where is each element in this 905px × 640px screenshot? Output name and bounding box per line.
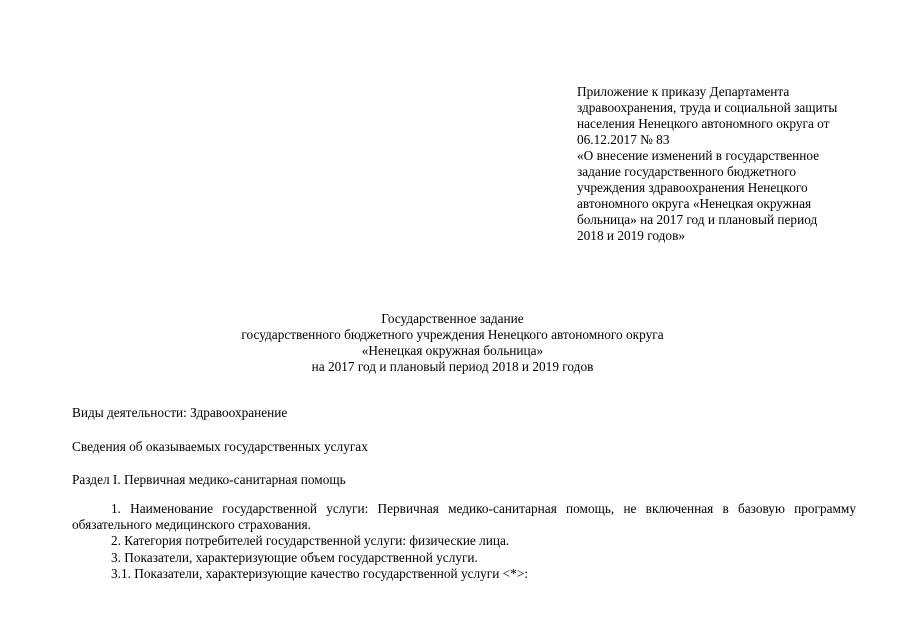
section-heading: Раздел I. Первичная медико-санитарная помощь	[72, 472, 346, 487]
appendix-line: 06.12.2017 № 83	[577, 132, 670, 147]
activities-line: Виды деятельности: Здравоохранение	[72, 405, 288, 420]
services-heading: Сведения об оказываемых государственных услугах	[72, 439, 368, 454]
item-1-line-1: 1. Наименование государственной услуги: Первичная медико-санитарная помощь, не включенная в базовую программу	[111, 501, 856, 516]
item-2: 2. Категория потребителей государственной услуги: физические лица.	[111, 533, 510, 548]
item-1-line-2: обязательного медицинского страхования.	[72, 517, 311, 532]
title-line: на 2017 год и плановый период 2018 и 2019 годов	[311, 359, 594, 374]
title-line: «Ненецкая окружная больница»	[361, 343, 544, 358]
appendix-line: задание государственного бюджетного	[577, 164, 797, 179]
appendix-line: автономного округа «Ненецкая окружная	[577, 196, 812, 211]
appendix-line: Приложение к приказу Департамента	[577, 84, 790, 99]
appendix-line: больница» на 2017 год и плановый период	[577, 212, 818, 227]
title-line: государственного бюджетного учреждения Ненецкого автономного округа	[241, 327, 664, 342]
appendix-note	[577, 84, 877, 244]
appendix-line: 2018 и 2019 годов»	[577, 228, 686, 243]
document-title	[0, 311, 905, 375]
appendix-line: учреждения здравоохранения Ненецкого	[577, 180, 808, 195]
appendix-line: «О внесение изменений в государственное	[577, 148, 820, 163]
item-3-1: 3.1. Показатели, характеризующие качество государственной услуги <*>:	[111, 566, 529, 581]
item-3: 3. Показатели, характеризующие объем государственной услуги.	[111, 550, 478, 565]
title-line: Государственное задание	[381, 311, 524, 326]
appendix-line: населения Ненецкого автономного округа от	[577, 116, 830, 131]
appendix-line: здравоохранения, труда и социальной защиты	[577, 100, 838, 115]
